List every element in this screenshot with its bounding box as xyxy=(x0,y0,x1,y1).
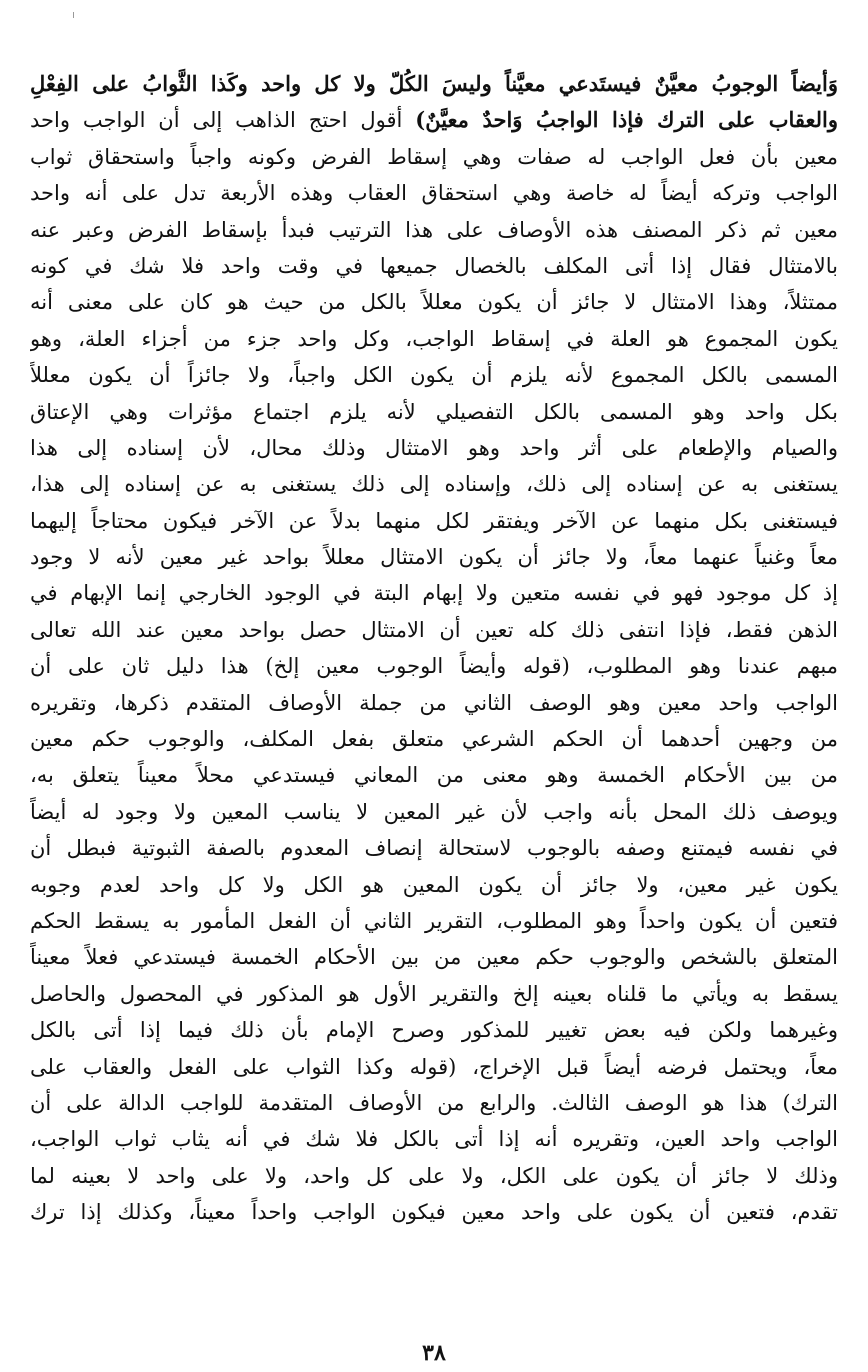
matn-segment: والعقاب على الترك فإذا الواجبُ وَاحدٌ معيَّنٌ) xyxy=(415,107,838,133)
text-line: الترك) هذا هو الوصف الثالث. والرابع من الأوصاف المتقدمة للواجب الدالة على أن xyxy=(30,1090,838,1115)
text-line: من بين الأحكام الخمسة وهو معنى من المعاني فيستدعي محلاً معيناً يتعلق به، xyxy=(30,763,838,788)
text-line: فتعين أن يكون واحداً وهو المطلوب، التقرير الثاني أن الفعل المأمور به يسقط الحكم xyxy=(30,908,838,933)
text-line: يسقط به ويأتي ما قلناه بعينه إلخ والتقرير الأول هو المذكور في المحصول والحاصل xyxy=(30,981,838,1006)
scan-speck xyxy=(73,12,74,18)
text-line: ممتثلاً، وهذا الامتثال لا جائز أن يكون معللاً بالكل من حيث هو كان على معنى أنه xyxy=(30,290,838,315)
commentary-text xyxy=(30,66,838,1231)
text-line: يستغنى به عن إسناده إلى ذلك، وإسناده إلى ذلك يستغنى به عن إسناده إلى هذا، xyxy=(30,472,838,497)
text-line-matn: وَأيضاً الوجوبُ معيَّنٌ فيستَدعي معيَّناً وليسَ الكُلّ ولا كل واحد وكَذا الثَّوابُ على الفِعْلِ xyxy=(30,71,838,96)
text-line: معين ثم ذكر المصنف هذه الأوصاف على هذا الترتيب فبدأ بإسقاط الفرض وعبر عنه xyxy=(30,217,838,242)
text-line: تقدم، فتعين أن يكون على واحد معين فيكون الواجب واحداً معيناً، وكذلك إذا ترك xyxy=(30,1200,838,1225)
text-line: بكل واحد وهو المسمى بالكل التفصيلي لأنه يلزم اجتماع مؤثرات وهي الإعتاق xyxy=(30,399,838,424)
text-line: إذ كل موجود فهو في نفسه متعين ولا إبهام البتة في الوجود الخارجي إنما الإبهام في xyxy=(30,581,838,606)
text-line: المتعلق بالشخص والوجوب حكم معين من بين الأحكام الخمسة فيستدعي فعلاً معيناً xyxy=(30,945,838,970)
text-line: ويوصف ذلك المحل بأنه واجب لأن غير المعين لا يناسب المعين ولا وجود له أيضاً xyxy=(30,799,838,824)
text-line: معاً، ويحتمل فرضه أيضاً قبل الإخراج، (قوله وكذا الثواب على الفعل والعقاب على xyxy=(30,1054,838,1079)
text-line: من وجهين أحدهما أن الحكم الشرعي متعلق بفعل المكلف، والوجوب حكم معين xyxy=(30,727,838,752)
text-line: في نفسه فيمتنع وصفه بالوجوب لاستحالة إنصاف المعدوم بالصفة الثبوتية فبطل أن xyxy=(30,836,838,861)
text-line: يكون المجموع هو العلة في إسقاط الواجب، وكل واحد جزء من أجزاء العلة، وهو xyxy=(30,326,838,351)
text-line: فيستغنى بكل منهما عن الآخر ويفتقر لكل منهما بدلاً عن الآخر فيكون محتاجاً إليهما xyxy=(30,508,838,533)
text-line: وغيرهما ولكن فيه بعض تغيير للمذكور وصرح الإمام بأن ذلك فيما إذا أتى بالكل xyxy=(30,1018,838,1043)
text-line: يكون غير معين، ولا جائز أن يكون المعين هو الكل ولا كل واحد لعدم وجوبه xyxy=(30,872,838,897)
text-line: والصيام والإطعام على أثر واحد وهو الامتثال وذلك محال، لأن إسناده إلى هذا xyxy=(30,435,838,460)
text-line-mixed xyxy=(30,102,838,138)
sharh-segment: أقول احتج الذاهب إلى أن الواجب واحد xyxy=(30,108,416,133)
page-number: ٣٨ xyxy=(422,1340,446,1366)
text-line: مبهم عندنا وهو المطلوب، (قوله وأيضاً الوجوب معين إلخ) هذا دليل ثان على أن xyxy=(30,654,838,679)
text-line: الواجب واحد معين وهو الوصف الثاني من جملة الأوصاف المتقدم ذكرها، وتقريره xyxy=(30,690,838,715)
text-line: وذلك لا جائز أن يكون على الكل، ولا على كل واحد، ولا على واحد لا بعينه لما xyxy=(30,1163,838,1188)
text-line: بالامتثال فقال إذا أتى المكلف بالخصال جميعها في وقت واحد فلا شك في كونه xyxy=(30,253,838,278)
text-line: المسمى بالكل المجموع لأنه يلزم أن يكون الكل واجباً، ولا جائزاً أن يكون معللاً xyxy=(30,363,838,388)
text-line: الواجب وتركه أيضاً له خاصة وهي استحقاق العقاب وهذه الأربعة تدل على أنه واحد xyxy=(30,181,838,206)
text-line: الواجب واحد العين، وتقريره أنه إذا أتى بالكل فلا شك في أنه يثاب ثواب الواجب، xyxy=(30,1127,838,1152)
text-line: الذهن فقط، فإذا انتفى ذلك كله تعين أن الامتثال حصل بواحد معين عند الله تعالى xyxy=(30,617,838,642)
text-line: معين بأن فعل الواجب له صفات وهي إسقاط الفرض وكونه واجباً واستحقاق ثواب xyxy=(30,144,838,169)
text-line: معاً وغنياً عنهما معاً، ولا جائز أن يكون الامتثال معللاً بواحد غير معين لأنه لا وجود xyxy=(30,545,838,570)
